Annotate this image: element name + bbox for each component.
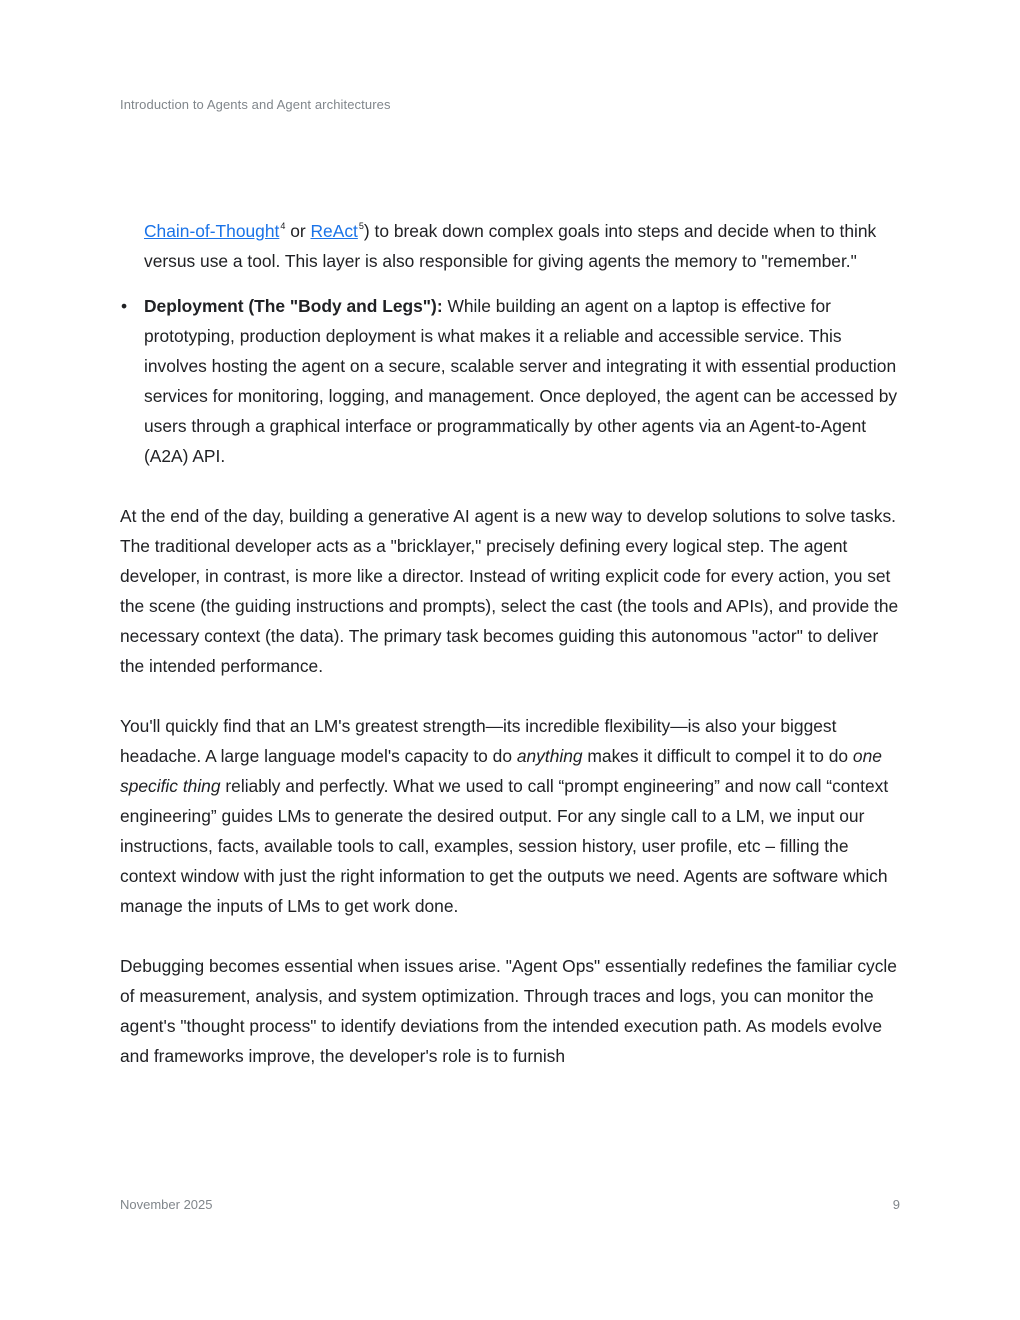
- bullet-text: While building an agent on a laptop is effective for prototyping, production deployment is what makes it a reliable and accessible service. This involves hosting the agent on a secure, scalable server and integrating it with essential production services for monitoring, logging, and management. Once deployed, the agent can be accessed by users through a graphical interface or programmatically by other agents via an Agent-to-Agent (A2A) API.: [144, 296, 898, 466]
- paragraph-director: At the end of the day, building a generative AI agent is a new way to develop solutions to solve tasks. The traditional developer acts as a "bricklayer," precisely defining every logical step. The agent developer, in contrast, is more like a director. Instead of writing explicit code for every action, you set the scene (the guiding instructions and prompts), select the cast (the tools and APIs), and provide the necessary context (the data). The primary task becomes guiding this autonomous "actor" to deliver the intended performance.: [120, 506, 899, 676]
- emphasis-anything: anything: [516, 746, 583, 766]
- continuation-paragraph: [144, 216, 902, 276]
- emphasis-one-specific-thing: one specific thing: [120, 746, 882, 796]
- page-number: 9: [892, 1197, 900, 1212]
- paragraph-text: makes it difficult to compel it to do: [582, 746, 853, 766]
- paragraph-text: reliably and perfectly. What we used to call “prompt engineering” and now call “context engineering” guides LMs to generate the desired output. For any single call to a LM, we input our instructions, facts, available tools to call, examples, session history, user profile, etc – filling the context window with just the right information to get the outputs we need. Agents are software which manage the inputs of LMs to get work done.: [120, 776, 889, 916]
- paragraph-agent-ops: Debugging becomes essential when issues arise. "Agent Ops" essentially redefines the familiar cycle of measurement, analysis, and system optimization. Through traces and logs, you can monitor the agent's "thought process" to identify deviations from the intended execution path. As models evolve and frameworks improve, the developer's role is to furnish: [120, 956, 897, 1066]
- react-link[interactable]: ReAct: [310, 221, 358, 241]
- continuation-text: ) to break down complex goals into steps and decide when to think versus use a tool. This layer is also responsible for giving agents the memory to "remember.": [144, 221, 877, 271]
- paragraph-text: You'll quickly find that an LM's greatest strength—its incredible flexibility—is also your biggest headache. A large language model's capacity to do: [120, 716, 837, 766]
- running-header: Introduction to Agents and Agent architectures: [120, 97, 391, 112]
- list-item-deployment: [121, 291, 902, 471]
- connector-text: or: [285, 221, 311, 241]
- footnote-ref-5[interactable]: 5: [358, 221, 364, 231]
- paragraph-context-engineering: [120, 711, 902, 921]
- footnote-ref-4[interactable]: 4: [280, 221, 286, 231]
- chain-of-thought-link[interactable]: Chain-of-Thought: [144, 221, 280, 241]
- footer-date: November 2025: [120, 1197, 213, 1212]
- bullet-title: Deployment (The "Body and Legs"):: [144, 296, 443, 316]
- page-body: [120, 216, 902, 1071]
- bullet-marker: •: [121, 296, 128, 316]
